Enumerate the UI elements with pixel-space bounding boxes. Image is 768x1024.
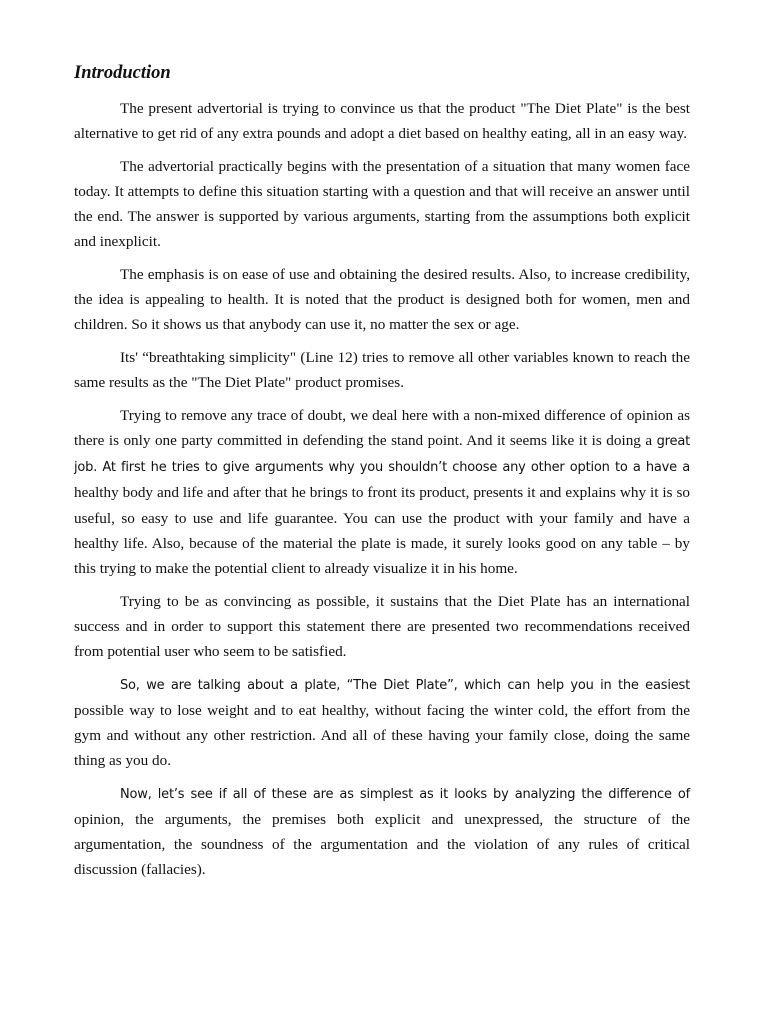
paragraph-8-text-a: Now, let’s see if all of these are as simplest as it looks by analyzing the difference of	[120, 786, 690, 802]
paragraph-5-text-a: Trying to remove any trace of doubt, we deal here with a non-mixed difference of opinion as there is only one party committed in defending the stand point. And it seems like it is doing a	[74, 406, 690, 449]
paragraph-5-text-b: great job. At first he tries to give arguments why you shouldn’t choose any other option to a have a	[74, 434, 690, 476]
paragraph-1: The present advertorial is trying to convince us that the product "The Diet Plate" is the best alternative to get rid of any extra pounds and adopt a diet based on healthy eating, all in an easy way.	[74, 100, 690, 143]
paragraph-7-text-a: So, we are talking about a plate, “The Diet Plate”, which can help you in the easiest	[120, 677, 690, 693]
section-heading: Introduction	[74, 63, 171, 83]
paragraph-7-text-b: possible way to lose weight and to eat healthy, without facing the winter cold, the effort from the gym and without any other restriction. And all of these having your family close, doing the same thing as you do.	[74, 701, 690, 770]
document-page	[74, 60, 690, 890]
paragraph-2: The advertorial practically begins with the presentation of a situation that many women face today. It attempts to define this situation starting with a question and that will receive an answer until the end. The answer is supported by various arguments, starting from the assumptions both explicit and inexplicit.	[74, 157, 690, 251]
paragraph-7	[74, 672, 690, 774]
paragraph-8	[74, 781, 690, 883]
paragraph-3: The emphasis is on ease of use and obtaining the desired results. Also, to increase credibility, the idea is appealing to health. It is noted that the product is designed both for women, men and children. So it shows us that anybody can use it, no matter the sex or age.	[74, 266, 690, 334]
paragraph-6: Trying to be as convincing as possible, it sustains that the Diet Plate has an international success and in order to support this statement there are presented two recommendations received from potential user who seem to be satisfied.	[74, 592, 690, 661]
paragraph-5-text-c: healthy body and life and after that he brings to front its product, presents it and explains why it is so useful, so easy to use and life guarantee. You can use the product with your family and have a healthy life. Also, because of the material the plate is made, it surely looks good on any table – by this trying to make the potential client to already visualize it in his home.	[74, 484, 690, 578]
paragraph-8-text-b: opinion, the arguments, the premises both explicit and unexpressed, the structure of the argumentation, the soundness of the argumentation and the violation of any rules of critical discussion (fallacies).	[74, 811, 690, 879]
paragraph-5	[74, 403, 690, 581]
paragraph-4: Its' “breathtaking simplicity" (Line 12) tries to remove all other variables known to reach the same results as the "The Diet Plate" product promises.	[74, 349, 690, 392]
